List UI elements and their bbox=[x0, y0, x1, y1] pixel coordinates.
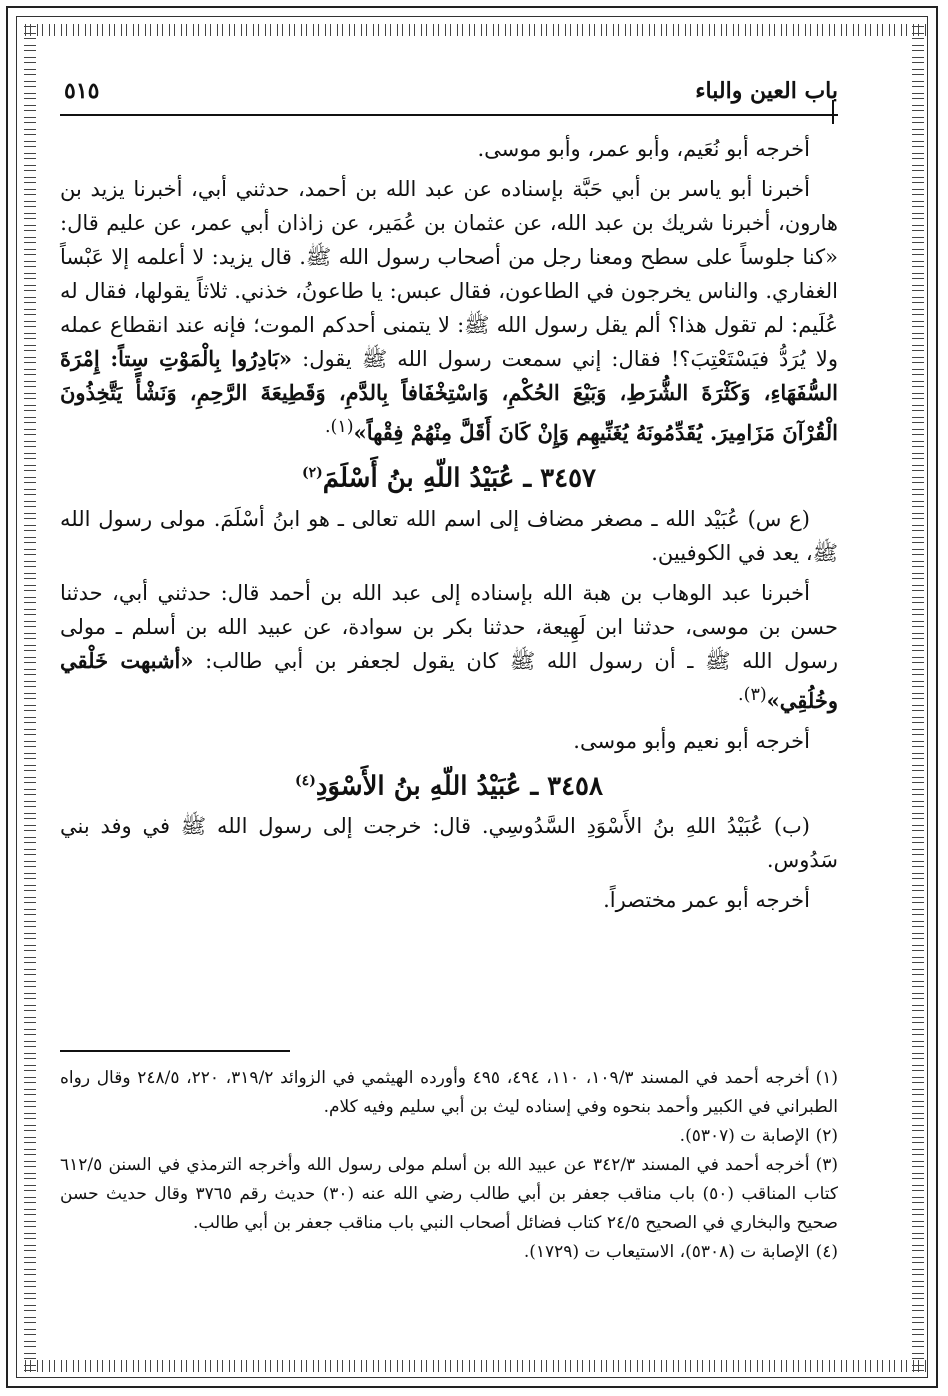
entry-heading-3458-text: ٣٤٥٨ ـ عُبَيْدُ اللّهِ بنُ الأَسْوَدِ bbox=[315, 771, 603, 802]
entry-heading-3458 bbox=[60, 764, 838, 804]
footnote-text: أخرجه أحمد في المسند ١٠٩/٣، ١١٠، ٤٩٤، ٤٩٥ وأورده الهيثمي في الزوائد ٣١٩/٢، ٢٢٠، ٢٤٨/٥ وقال رواه الطبراني في الكبير وأحمد بنحوه وفي إسناده ليث بن أبي سليم وفيه كلام. bbox=[60, 1068, 838, 1117]
paragraph-4 bbox=[60, 576, 838, 718]
bottom-chain-ornament bbox=[22, 1360, 926, 1372]
page-number: ٥١٥ bbox=[64, 78, 100, 104]
paragraph-4-text: أخبرنا عبد الوهاب بن هبة الله بإسناده إلى عبد الله بن أحمد قال: حدثني أبي، حدثنا حسن بن موسى، حدثنا ابن لَهِيعة، حدثنا بكر بن سوادة، عن عبيد الله بن أسلم ـ مولى رسول الله ﷺ ـ أن رسول الله ﷺ كان يقول لجعفر بن أبي طالب: bbox=[60, 580, 838, 673]
footnote-2 bbox=[60, 1122, 838, 1151]
main-text bbox=[60, 132, 838, 917]
right-chain-ornament bbox=[912, 22, 924, 1374]
footnote-number: (٢) bbox=[815, 1126, 838, 1146]
footnote-1 bbox=[60, 1064, 838, 1122]
footnote-ref-3: (٣). bbox=[738, 684, 767, 705]
entry-heading-3457 bbox=[60, 456, 838, 496]
paragraph-3: (ع س) عُبَيْد الله ـ مصغر مضاف إلى اسم الله تعالى ـ هو ابنُ أسْلَمَ. مولى رسول الله ﷺ، يعد في الكوفيين. bbox=[60, 506, 838, 565]
footnote-text: الإصابة ت (٥٣٠٧). bbox=[679, 1126, 810, 1146]
footnote-number: (٣) bbox=[815, 1155, 838, 1175]
top-chain-ornament bbox=[22, 24, 926, 36]
paragraph-5: أخرجه أبو نعيم وأبو موسى. bbox=[573, 728, 810, 753]
footnote-number: (١) bbox=[815, 1068, 839, 1088]
footnote-rule bbox=[60, 1050, 290, 1052]
paragraph-6: (ب) عُبَيْدُ اللهِ بنُ الأَسْوَدِ السَّدُوسِي. قال: خرجت إلى رسول الله ﷺ في وفد بني سَدُوس. bbox=[60, 814, 838, 873]
hadith-quote: «بَادِرُوا بِالْمَوْتِ سِتاً: إِمْرَةَ السُّفَهَاءِ، وَكَثْرَةَ الشُّرَطِ، وَبَيْعَ الحُكْمِ، وَاسْتِخْفَافاً بِالدَّمِ، وَقَطِيعَةَ الرَّحِمِ، وَنَشْأً يَتَّخِذُونَ الْقُرْآنَ مَزَامِيرَ. يُقَدِّمُونَهُ يُغَنِّيهِم وَإِنْ كَانَ أَقَلَّ مِنْهُمْ فِقْهاً» bbox=[60, 346, 838, 445]
running-head: باب العين والباء bbox=[695, 78, 838, 104]
footnote-text: الإصابة ت (٥٣٠٨)، الاستيعاب ت (١٧٢٩). bbox=[523, 1242, 810, 1262]
paragraph-1: أخرجه أبو نُعَيم، وأبو عمر، وأبو موسى. bbox=[477, 137, 810, 161]
paragraph-2 bbox=[60, 172, 838, 450]
book-page bbox=[60, 60, 838, 1340]
footnote-4 bbox=[60, 1238, 838, 1267]
footnote-text: أخرجه أحمد في المسند ٣٤٢/٣ عن عبيد الله بن أسلم مولى رسول الله وأخرجه الترمذي في السنن ٦١٢/٥ كتاب المناقب (٥٠) باب مناقب جعفر بن أبي طالب رضي الله عنه (٣٠) حديث رقم ٣٧٦٥ وقال حديث حسن صحيح والبخاري في الصحيح ٢٤/٥ كتاب فضائل أصحاب النبي باب مناقب جعفر بن أبي طالب. bbox=[60, 1155, 838, 1233]
footnote-ref-1: (١). bbox=[324, 417, 354, 437]
hadith-quote-2: «أشبهت خَلْقي وخُلُقِي» bbox=[60, 647, 838, 713]
footnote-ref-2: (٢) bbox=[301, 465, 323, 481]
paragraph-7: أخرجه أبو عمر مختصراً. bbox=[603, 888, 810, 913]
left-chain-ornament bbox=[24, 22, 36, 1374]
header-rule-corner bbox=[832, 100, 846, 124]
paragraph-2-text: أخبرنا أبو ياسر بن أبي حَبَّة بإسناده عن عبد الله بن أحمد، حدثني أبي، أخبرنا يزيد بن هارون، أخبرنا شريك بن عبد الله، عن عثمان بن عُمَير، عن زاذان أبي عمر، عن عليم قال: «كنا جلوساً على سطح ومعنا رجل من أصحاب رسول الله ﷺ. قال يزيد: لا أعلمه إلا عَبْساً الغفاري. والناس يخرجون في الطاعون، فقال عبس: يا طاعونُ، خذني. ثلاثاً يقولها، فقال له عُلَيم: لم تقول هذا؟ ألم يقل رسول الله ﷺ: لا يتمنى أحدكم الموت؛ فإنه عند انقطاع عمله ولا يُرَدُّ فيَسْتَعْتِبَ؟! فقال: إني سمعت رسول الله ﷺ يقول: bbox=[60, 177, 838, 371]
footnote-3 bbox=[60, 1151, 838, 1238]
entry-heading-3457-text: ٣٤٥٧ ـ عُبَيْدُ اللّهِ بنُ أَسْلَمَ bbox=[322, 463, 596, 494]
footnotes bbox=[60, 1064, 838, 1267]
footnote-number: (٤) bbox=[815, 1242, 838, 1262]
page-header bbox=[60, 74, 838, 116]
footnote-ref-4: (٤) bbox=[295, 772, 316, 789]
